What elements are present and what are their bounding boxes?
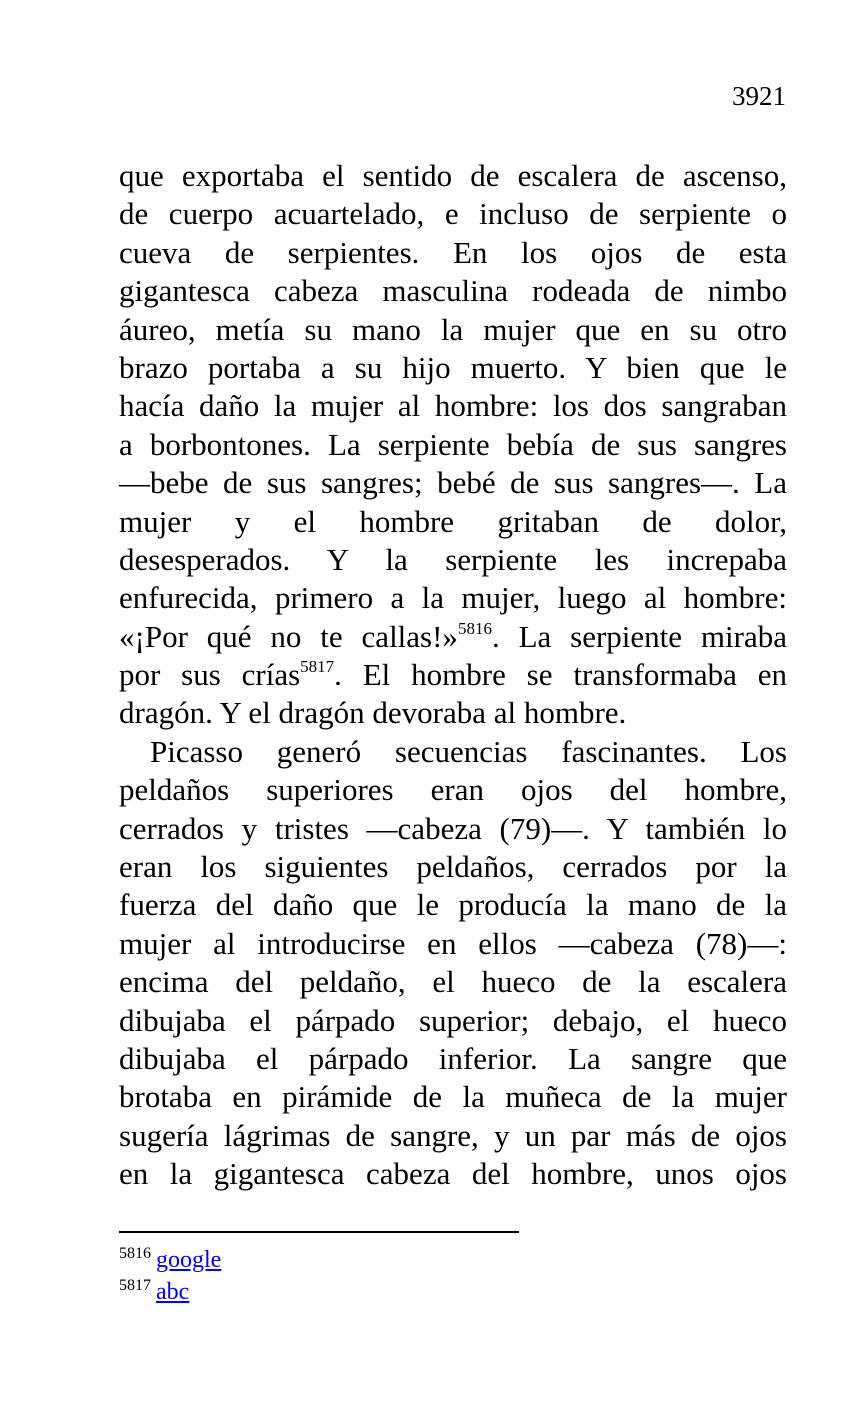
body-line: gigantesca cabeza masculina rodeada de nimbo (119, 273, 787, 309)
body-line: cerrados y tristes —cabeza (79)—. Y también lo (119, 810, 787, 846)
body-line: a borbontones. La serpiente bebía de sus sangres (119, 426, 787, 462)
quote-text: «¡Por qué no te callas!» (119, 618, 458, 654)
body-line: fuerza del daño que le producía la mano de la (119, 887, 787, 923)
body-line: cueva de serpientes. En los ojos de esta (119, 234, 787, 270)
body-line: hacía daño la mujer al hombre: los dos sangraban (119, 388, 787, 424)
body-line (119, 618, 787, 656)
body-line: que exportaba el sentido de escalera de ascenso, (119, 158, 787, 193)
footnote-link-google[interactable]: google (156, 1247, 222, 1273)
line-start: por sus crías (119, 657, 301, 693)
line-continuation: . La serpiente miraba (491, 618, 787, 654)
body-line: brotaba en pirámide de la muñeca de la mujer (119, 1079, 787, 1115)
body-text (119, 157, 787, 1194)
body-line: sugería lágrimas de sangre, y un par más de ojos (119, 1117, 787, 1153)
body-line: eran los siguientes peldaños, cerrados por la (119, 849, 787, 885)
body-line (119, 656, 787, 694)
body-line: en la gigantesca cabeza del hombre, unos ojos (119, 1156, 787, 1192)
body-line: dragón. Y el dragón devoraba al hombre. (119, 695, 627, 731)
footnote-number: 5817 (119, 1277, 151, 1294)
body-line: brazo portaba a su hijo muerto. Y bien que le (119, 349, 787, 385)
body-line: mujer y el hombre gritaban de dolor, (119, 503, 787, 539)
body-line: desesperados. Y la serpiente les increpaba (119, 541, 787, 577)
body-line: enfurecida, primero a la mujer, luego al hombre: (119, 580, 787, 616)
body-line: dibujaba el párpado superior; debajo, el hueco (119, 1002, 787, 1038)
footnote-divider (119, 1231, 519, 1233)
body-line: mujer al introducirse en ellos —cabeza (78)—: (119, 925, 787, 961)
footnote-5817 (119, 1276, 221, 1308)
footnote-5816 (119, 1244, 221, 1276)
body-line: peldaños superiores eran ojos del hombre, (119, 772, 787, 808)
page-number: 3921 (732, 81, 786, 111)
footnote-number: 5816 (119, 1245, 151, 1262)
body-line: áureo, metía su mano la mujer que en su otro (119, 311, 787, 347)
body-line: dibujaba el párpado inferior. La sangre que (119, 1040, 787, 1076)
footnote-ref-5816: 5816 (457, 618, 492, 638)
body-line: encima del peldaño, el hueco de la escalera (119, 964, 787, 1000)
footnote-ref-5817: 5817 (300, 657, 335, 677)
body-line-paragraph-start: Picasso generó secuencias fascinantes. Los (150, 733, 787, 769)
body-line: de cuerpo acuartelado, e incluso de serpiente o (119, 196, 787, 232)
footnote-link-abc[interactable]: abc (156, 1279, 190, 1305)
footnotes (119, 1244, 221, 1308)
body-line: —bebe de sus sangres; bebé de sus sangres—. La (119, 465, 787, 501)
line-continuation: . El hombre se transformaba en (334, 657, 787, 693)
